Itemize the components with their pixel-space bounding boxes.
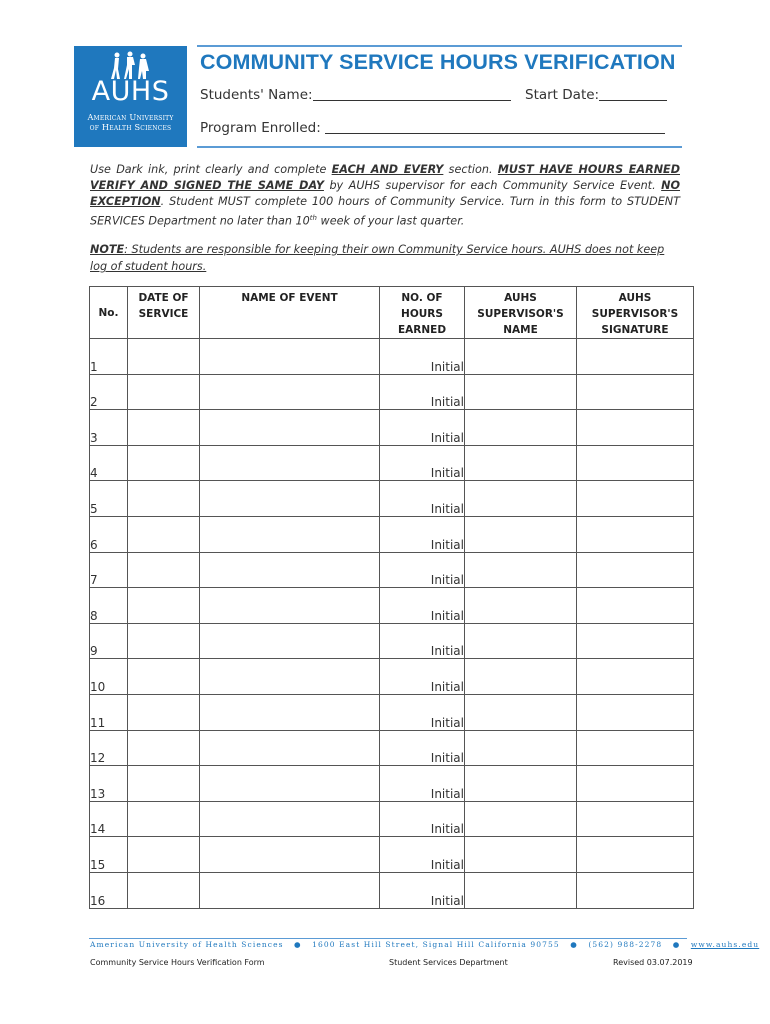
row-number: 11: [90, 694, 128, 730]
logo-abbreviation: AUHS: [91, 76, 170, 107]
hours-cell[interactable]: Initial: [380, 339, 465, 375]
row-number: 3: [90, 410, 128, 446]
footer-org: American University of Health Sciences: [90, 940, 284, 949]
date-cell[interactable]: [128, 730, 200, 766]
date-cell[interactable]: [128, 694, 200, 730]
table-row: [90, 588, 694, 624]
hours-cell[interactable]: Initial: [380, 837, 465, 873]
event-cell[interactable]: [200, 588, 380, 624]
supervisor-signature-cell[interactable]: [577, 801, 694, 837]
footer-bullet-1: ●: [287, 940, 309, 949]
supervisor-name-cell[interactable]: [465, 374, 577, 410]
hours-cell[interactable]: Initial: [380, 552, 465, 588]
supervisor-name-cell[interactable]: [465, 552, 577, 588]
event-cell[interactable]: [200, 481, 380, 517]
supervisor-name-cell[interactable]: [465, 872, 577, 908]
supervisor-signature-cell[interactable]: [577, 588, 694, 624]
row-number: 6: [90, 516, 128, 552]
event-cell[interactable]: [200, 730, 380, 766]
hours-cell[interactable]: Initial: [380, 766, 465, 802]
footer-bullet-3: ●: [665, 940, 688, 949]
instr-text-5: week of your last quarter.: [316, 214, 465, 228]
logo-line-1: American University: [87, 112, 174, 122]
supervisor-name-cell[interactable]: [465, 588, 577, 624]
row-number: 14: [90, 801, 128, 837]
date-cell[interactable]: [128, 766, 200, 802]
row-number: 15: [90, 837, 128, 873]
hours-cell[interactable]: Initial: [380, 481, 465, 517]
note-label: NOTE: [90, 243, 125, 256]
instr-superscript: th: [309, 214, 317, 222]
footer-rule: [89, 938, 687, 939]
supervisor-signature-cell[interactable]: [577, 766, 694, 802]
supervisor-signature-cell[interactable]: [577, 516, 694, 552]
row-number: 16: [90, 872, 128, 908]
instr-text-4: . Student MUST complete 100 hours of Community Service. Turn in this form to STUDENT SERVICES Department no later than 10: [90, 195, 680, 228]
instr-text-1: Use Dark ink, print clearly and complete: [90, 163, 332, 176]
table-row: [90, 766, 694, 802]
header-event: NAME OF EVENT: [200, 287, 380, 339]
date-cell[interactable]: [128, 837, 200, 873]
logo-line-2: of Health Sciences: [89, 122, 172, 132]
supervisor-name-cell[interactable]: [465, 410, 577, 446]
supervisor-signature-cell[interactable]: [577, 410, 694, 446]
date-cell[interactable]: [128, 445, 200, 481]
supervisor-signature-cell[interactable]: [577, 481, 694, 517]
date-cell[interactable]: [128, 588, 200, 624]
date-cell[interactable]: [128, 481, 200, 517]
instructions-paragraph: [90, 162, 680, 230]
header-rule-bottom: [197, 146, 682, 148]
supervisor-name-cell[interactable]: [465, 623, 577, 659]
row-number: 2: [90, 374, 128, 410]
table-row: [90, 659, 694, 695]
start-date-field[interactable]: [525, 86, 667, 103]
hours-cell[interactable]: Initial: [380, 445, 465, 481]
supervisor-name-cell[interactable]: [465, 445, 577, 481]
table-row: [90, 410, 694, 446]
footer-bullet-2: ●: [563, 940, 585, 949]
footer-department: Student Services Department: [389, 958, 508, 967]
supervisor-signature-cell[interactable]: [577, 623, 694, 659]
event-cell[interactable]: [200, 837, 380, 873]
supervisor-name-cell[interactable]: [465, 766, 577, 802]
table-row: [90, 516, 694, 552]
table-row: [90, 374, 694, 410]
row-number: 10: [90, 659, 128, 695]
hours-cell[interactable]: Initial: [380, 659, 465, 695]
event-cell[interactable]: [200, 872, 380, 908]
event-cell[interactable]: [200, 552, 380, 588]
hours-cell[interactable]: Initial: [380, 410, 465, 446]
supervisor-name-cell[interactable]: [465, 694, 577, 730]
hours-cell[interactable]: Initial: [380, 801, 465, 837]
header-rule-top: [197, 45, 682, 47]
supervisor-name-cell[interactable]: [465, 481, 577, 517]
supervisor-name-cell[interactable]: [465, 659, 577, 695]
date-cell[interactable]: [128, 552, 200, 588]
instr-text-3: by AUHS supervisor for each Community Service Event.: [323, 179, 662, 192]
event-cell[interactable]: [200, 374, 380, 410]
table-row: [90, 730, 694, 766]
date-cell[interactable]: [128, 410, 200, 446]
student-name-blank[interactable]: [313, 86, 511, 101]
hours-cell[interactable]: Initial: [380, 374, 465, 410]
row-number: 12: [90, 730, 128, 766]
event-cell[interactable]: [200, 766, 380, 802]
footer-revised: Revised 03.07.2019: [613, 958, 693, 967]
row-number: 7: [90, 552, 128, 588]
row-number: 9: [90, 623, 128, 659]
row-number: 4: [90, 445, 128, 481]
footer-phone: (562) 988-2278: [588, 940, 663, 949]
supervisor-signature-cell[interactable]: [577, 374, 694, 410]
instr-emphasis-2: MUST HAVE HOURS EARNED VERIFY AND SIGNED THE SAME DAY: [90, 163, 680, 192]
instr-text-2: section.: [443, 163, 498, 176]
supervisor-signature-cell[interactable]: [577, 837, 694, 873]
date-cell[interactable]: [128, 801, 200, 837]
footer-website-link[interactable]: www.auhs.edu: [690, 940, 760, 949]
supervisor-name-cell[interactable]: [465, 516, 577, 552]
supervisor-name-cell[interactable]: [465, 837, 577, 873]
table-header-row: [90, 287, 694, 339]
hours-cell[interactable]: Initial: [380, 516, 465, 552]
header-date: DATE OF SERVICE: [128, 287, 200, 339]
date-cell[interactable]: [128, 659, 200, 695]
event-cell[interactable]: [200, 339, 380, 375]
program-enrolled-label: Program Enrolled:: [200, 120, 321, 136]
hours-cell[interactable]: Initial: [380, 694, 465, 730]
program-enrolled-blank[interactable]: [325, 119, 665, 134]
table-row: [90, 623, 694, 659]
table-row: [90, 872, 694, 908]
date-cell[interactable]: [128, 374, 200, 410]
event-cell[interactable]: [200, 659, 380, 695]
supervisor-signature-cell[interactable]: [577, 659, 694, 695]
event-cell[interactable]: [200, 694, 380, 730]
footer-address: 1600 East Hill Street, Signal Hill California 90755: [312, 940, 560, 949]
event-cell[interactable]: [200, 623, 380, 659]
service-log-table: [89, 286, 694, 909]
table-row: [90, 339, 694, 375]
event-cell[interactable]: [200, 801, 380, 837]
event-cell[interactable]: [200, 445, 380, 481]
program-enrolled-field[interactable]: [200, 119, 665, 136]
logo-subtitle: [74, 112, 187, 132]
footer-form-name: Community Service Hours Verification Form: [90, 958, 265, 967]
table-row: [90, 801, 694, 837]
row-number: 8: [90, 588, 128, 624]
start-date-blank[interactable]: [599, 86, 667, 101]
row-number: 1: [90, 339, 128, 375]
instr-emphasis-1: EACH AND EVERY: [331, 163, 444, 176]
row-number: 5: [90, 481, 128, 517]
table-row: [90, 837, 694, 873]
header-hours: NO. OF HOURS EARNED: [380, 287, 465, 339]
start-date-label: Start Date:: [525, 87, 600, 103]
supervisor-signature-cell[interactable]: [577, 552, 694, 588]
date-cell[interactable]: [128, 339, 200, 375]
hours-cell[interactable]: Initial: [380, 730, 465, 766]
supervisor-signature-cell[interactable]: [577, 339, 694, 375]
header-supervisor-name: AUHS SUPERVISOR'S NAME: [465, 287, 577, 339]
supervisor-signature-cell[interactable]: [577, 872, 694, 908]
hours-cell[interactable]: Initial: [380, 872, 465, 908]
auhs-logo: [74, 46, 187, 147]
hours-cell[interactable]: Initial: [380, 623, 465, 659]
supervisor-signature-cell[interactable]: [577, 694, 694, 730]
supervisor-name-cell[interactable]: [465, 730, 577, 766]
supervisor-signature-cell[interactable]: [577, 445, 694, 481]
table-row: [90, 445, 694, 481]
table-row: [90, 481, 694, 517]
date-cell[interactable]: [128, 516, 200, 552]
supervisor-name-cell[interactable]: [465, 801, 577, 837]
event-cell[interactable]: [200, 516, 380, 552]
note-text: : Students are responsible for keeping their own Community Service hours. AUHS does not keep log of student hours.: [90, 243, 665, 273]
page-title: COMMUNITY SERVICE HOURS VERIFICATION: [200, 50, 676, 74]
date-cell[interactable]: [128, 623, 200, 659]
row-number: 13: [90, 766, 128, 802]
supervisor-name-cell[interactable]: [465, 339, 577, 375]
student-name-label: Students' Name:: [200, 87, 313, 103]
table-row: [90, 552, 694, 588]
supervisor-signature-cell[interactable]: [577, 730, 694, 766]
header-no: No.: [90, 287, 128, 339]
note-paragraph: [90, 241, 680, 275]
table-row: [90, 694, 694, 730]
hours-cell[interactable]: Initial: [380, 588, 465, 624]
event-cell[interactable]: [200, 410, 380, 446]
header-supervisor-signature: AUHS SUPERVISOR'S SIGNATURE: [577, 287, 694, 339]
footer-contact-line: [90, 940, 759, 949]
instr-emphasis-3: NO EXCEPTION: [90, 179, 681, 208]
student-name-field[interactable]: [200, 86, 511, 103]
date-cell[interactable]: [128, 872, 200, 908]
